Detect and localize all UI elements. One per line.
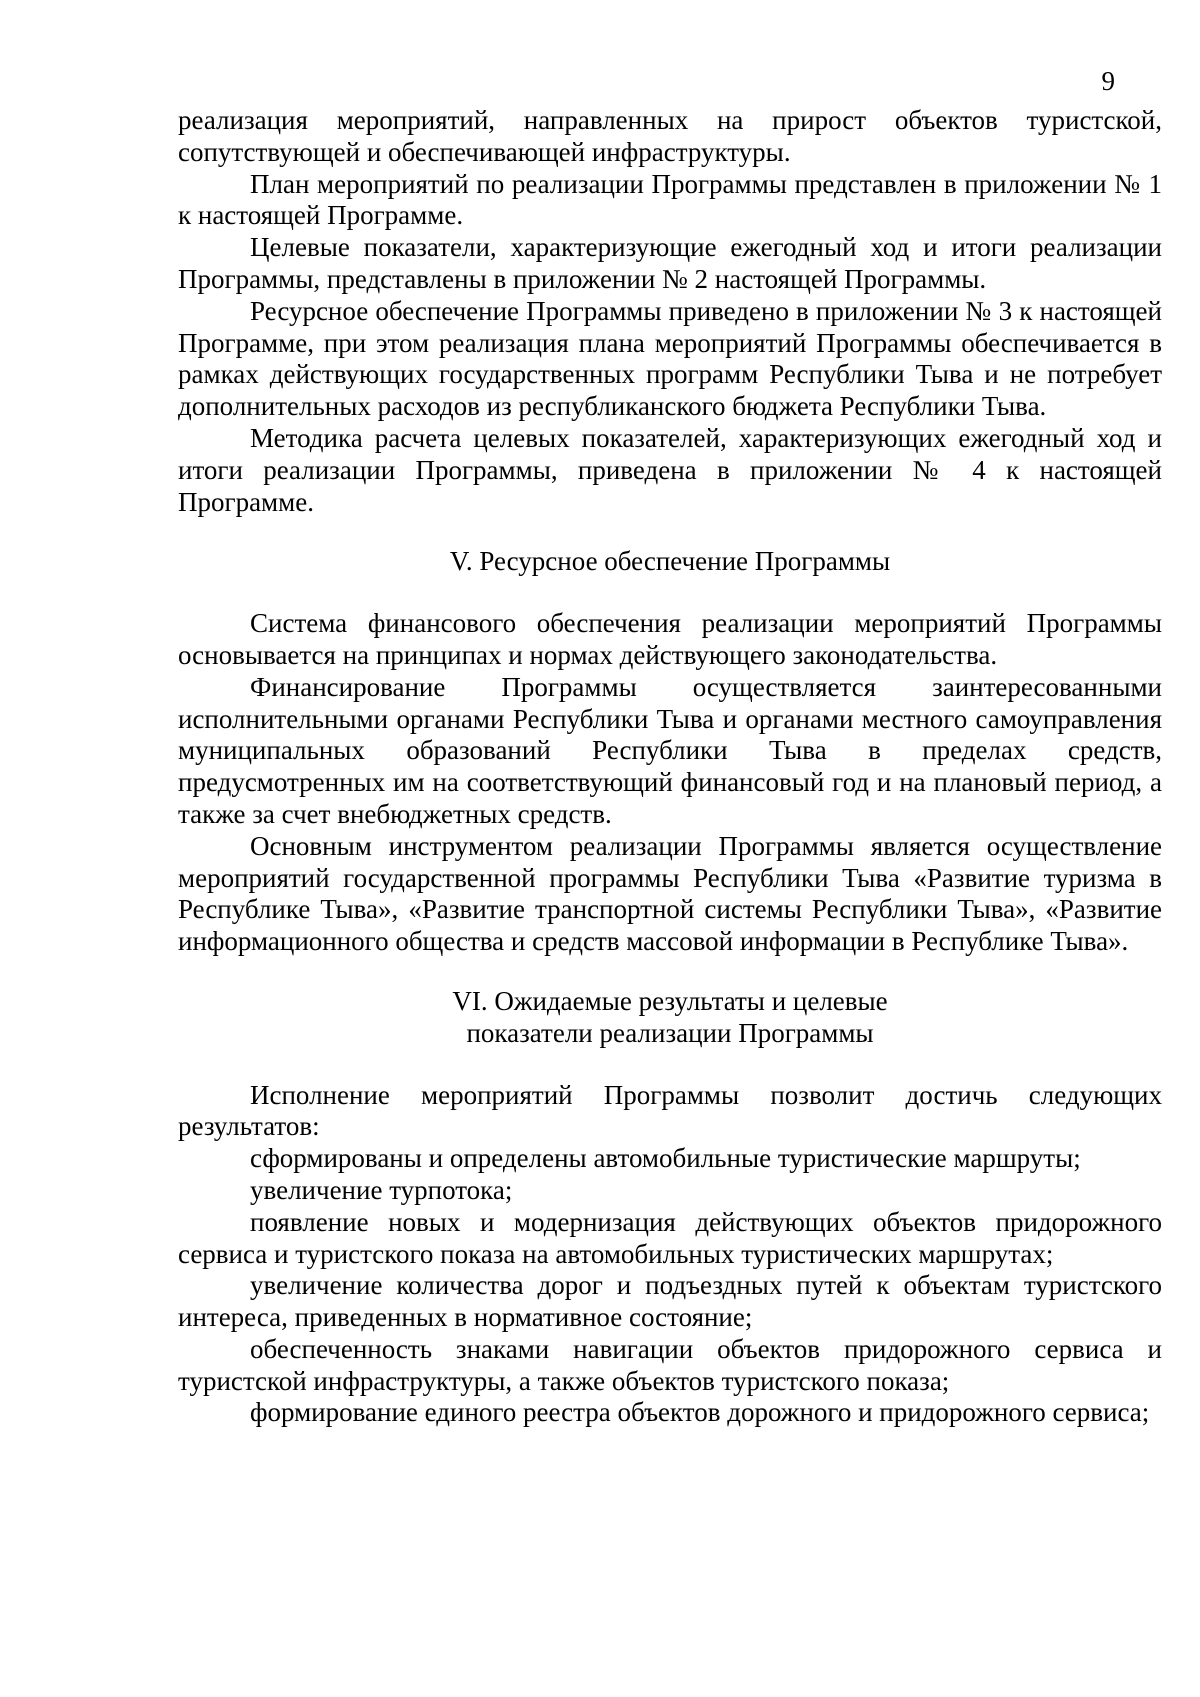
result-item-roadside-service: появление новых и модернизация действующих объектов придорожного сервиса и туристского показа на автомобильных туристических маршрутах; [178,1206,1162,1269]
page-content [178,105,1162,1429]
page-number: 9 [1101,66,1115,96]
result-item-tourist-flow: увеличение турпотока; [250,1174,513,1205]
section-6-heading-line-1: VI. Ожидаемые результаты и целевые [452,985,888,1016]
paragraph-resources-appendix-3: Ресурсное обеспечение Программы приведено в приложении № 3 к настоящей Программе, при этом реализация плана мероприятий Программы обеспечивается в рамках действующих государственных программ Республики Тыва и не потребует дополнительных расходов из республиканского бюджета Республики Тыва. [178,295,1162,422]
paragraph-infrastructure: реализация мероприятий, направленных на прирост объектов туристской, сопутствующей и обеспечивающей инфраструктуры. [178,105,1162,167]
result-item-registry: формирование единого реестра объектов дорожного и придорожного сервиса; [250,1397,1150,1428]
paragraph-main-instrument: Основным инструментом реализации Программы является осуществление мероприятий государственной программы Республики Тыва «Развитие туризма в Республике Тыва», «Развитие транспортной системы Республики Тыва», «Развитие информационного общества и средств массовой информации в Республике Тыва». [178,830,1162,957]
paragraph-financing-system: Система финансового обеспечения реализации мероприятий Программы основывается на принципах и нормах действующего законодательства. [178,608,1162,670]
section-6-heading [178,986,1162,1050]
paragraph-financing-sources: Финансирование Программы осуществляется заинтересованными исполнительными органами Республики Тыва и органами местного самоуправления муниципальных образований Республики Тыва в пределах средств, предусмотренных им на соответствующий финансовый год и на плановый период, а также за счет внебюджетных средств. [178,671,1162,829]
paragraph-plan-appendix-1: План мероприятий по реализации Программы представлен в приложении № 1 к настоящей Программе. [178,168,1162,231]
result-item-navigation-signs: обеспеченность знаками навигации объектов придорожного сервиса и туристской инфраструктуры, а также объектов туристского показа; [178,1333,1162,1396]
result-item-roads: увеличение количества дорог и подъездных путей к объектам туристского интереса, приведенных в нормативное состояние; [178,1270,1162,1333]
paragraph-results-intro: Исполнение мероприятий Программы позволит достичь следующих результатов: [178,1079,1162,1142]
result-item-routes: сформированы и определены автомобильные туристические маршруты; [250,1143,1081,1174]
section-6-heading-line-2: показатели реализации Программы [466,1017,874,1048]
section-5-heading [178,546,1162,578]
section-5-heading-text: V. Ресурсное обеспечение Программы [449,546,891,577]
paragraph-methodology-appendix-4: Методика расчета целевых показателей, характеризующих ежегодный ход и итоги реализации Программы, приведена в приложении № 4 к настоящей Программе. [178,422,1162,517]
paragraph-targets-appendix-2: Целевые показатели, характеризующие ежегодный ход и итоги реализации Программы, представлены в приложении № 2 настоящей Программы. [178,232,1162,294]
